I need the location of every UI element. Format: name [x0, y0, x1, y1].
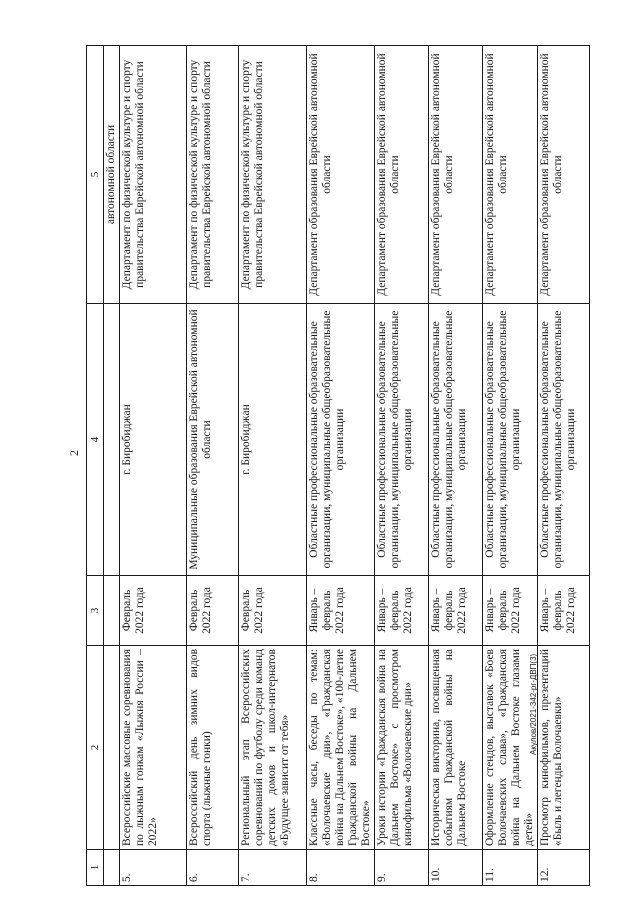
responsible-party: Департамент образования Еврейской автономной области [429, 46, 483, 304]
column-number-row [87, 46, 104, 886]
event-name: Региональный этап Всероссийских соревнований по футболу среди команд детских домов и школ-интернатов «Будущее зависит от тебя» [239, 646, 307, 850]
page-number: 2 [67, 450, 81, 456]
event-date: Январь – февраль 2022 года [307, 576, 375, 646]
table-row [120, 46, 187, 886]
rotated-page-content [86, 46, 602, 886]
column-number: 1 [87, 850, 104, 886]
continuation-text: автономной области [104, 46, 120, 304]
responsible-party: Департамент образования Еврейской автономной области [307, 46, 375, 304]
event-place: Областные профессиональные образовательные организации, муниципальные общеобразовательные организации [483, 304, 538, 576]
event-date: Январь – февраль 2022 года [375, 576, 429, 646]
event-name: Оформление стендов, выставок «Боев Волочаевских слава», «Гражданская война на Дальнем Востоке глазами детей» [483, 646, 538, 850]
table-row [187, 46, 239, 886]
row-number: 12. [538, 850, 590, 886]
document-code: Акулов/2021-342-рг-ДВП(3) [529, 653, 538, 755]
events-table [86, 45, 590, 886]
row-number: 8. [307, 850, 375, 886]
events-table-body [87, 46, 590, 886]
event-place: Областные профессиональные образовательные организации, муниципальные общеобразовательные организации [429, 304, 483, 576]
row-number: 6. [187, 850, 239, 886]
event-date: Февраль 2022 года [187, 576, 239, 646]
event-date: Январь – февраль 2022 года [483, 576, 538, 646]
event-place: г. Биробиджан [120, 304, 187, 576]
event-date: Февраль 2022 года [239, 576, 307, 646]
responsible-party: Департамент образования Еврейской автономной области [483, 46, 538, 304]
event-date: Февраль 2022 года [120, 576, 187, 646]
row-number: 5. [120, 850, 187, 886]
table-row [429, 46, 483, 886]
event-date: Январь – февраль 2022 года [429, 576, 483, 646]
table-row [307, 46, 375, 886]
table-row [239, 46, 307, 886]
event-name: Классные часы, беседы по темам: «Волочаевские дни», «Гражданская война на Дальнем Востоке», «100-летие Гражданской войны на Дальнем Востоке» [307, 646, 375, 850]
event-name: Уроки истории «Гражданская война на Дальнем Востоке» с просмотром кинофильма «Волочаевские дни» [375, 646, 429, 850]
responsible-party: Департамент по физической культуре и спорту правительства Еврейской автономной области [239, 46, 307, 304]
event-place: Муниципальные образования Еврейской автономной области [187, 304, 239, 576]
continuation-row [104, 46, 120, 886]
event-place: г. Биробиджан [239, 304, 307, 576]
column-number: 5 [87, 46, 104, 304]
responsible-party: Департамент по физической культуре и спорту правительства Еврейской автономной области [120, 46, 187, 304]
event-name: Историческая викторина, посвященная событиям Гражданской войны на Дальнем Востоке [429, 646, 483, 850]
row-number: 11. [483, 850, 538, 886]
row-number: 10. [429, 850, 483, 886]
event-date: Январь – февраль 2022 года [538, 576, 590, 646]
responsible-party: Департамент образования Еврейской автономной области [375, 46, 429, 304]
responsible-party: Департамент по физической культуре и спорту правительства Еврейской автономной области [187, 46, 239, 304]
event-place: Областные профессиональные образовательные организации, муниципальные общеобразовательные организации [375, 304, 429, 576]
column-number: 2 [87, 646, 104, 850]
event-name: Просмотр кинофильмов, презентаций «Быль и легенды Волочаевки» [538, 646, 590, 850]
event-name: Всероссийские массовые соревнования по лыжным гонкам «Лыжня России – 2022» [120, 646, 187, 850]
event-place: Областные профессиональные образовательные организации, муниципальные общеобразовательные организации [307, 304, 375, 576]
event-place: Областные профессиональные образовательные организации, муниципальные общеобразовательные организации [538, 304, 590, 576]
responsible-party: Департамент образования Еврейской автономной области [538, 46, 590, 304]
table-row [375, 46, 429, 886]
table-row [483, 46, 538, 886]
row-number: 7. [239, 850, 307, 886]
row-number: 9. [375, 850, 429, 886]
column-number: 3 [87, 576, 104, 646]
table-row [538, 46, 590, 886]
column-number: 4 [87, 304, 104, 576]
event-name: Всероссийский день зимних видов спорта (лыжные гонки) [187, 646, 239, 850]
